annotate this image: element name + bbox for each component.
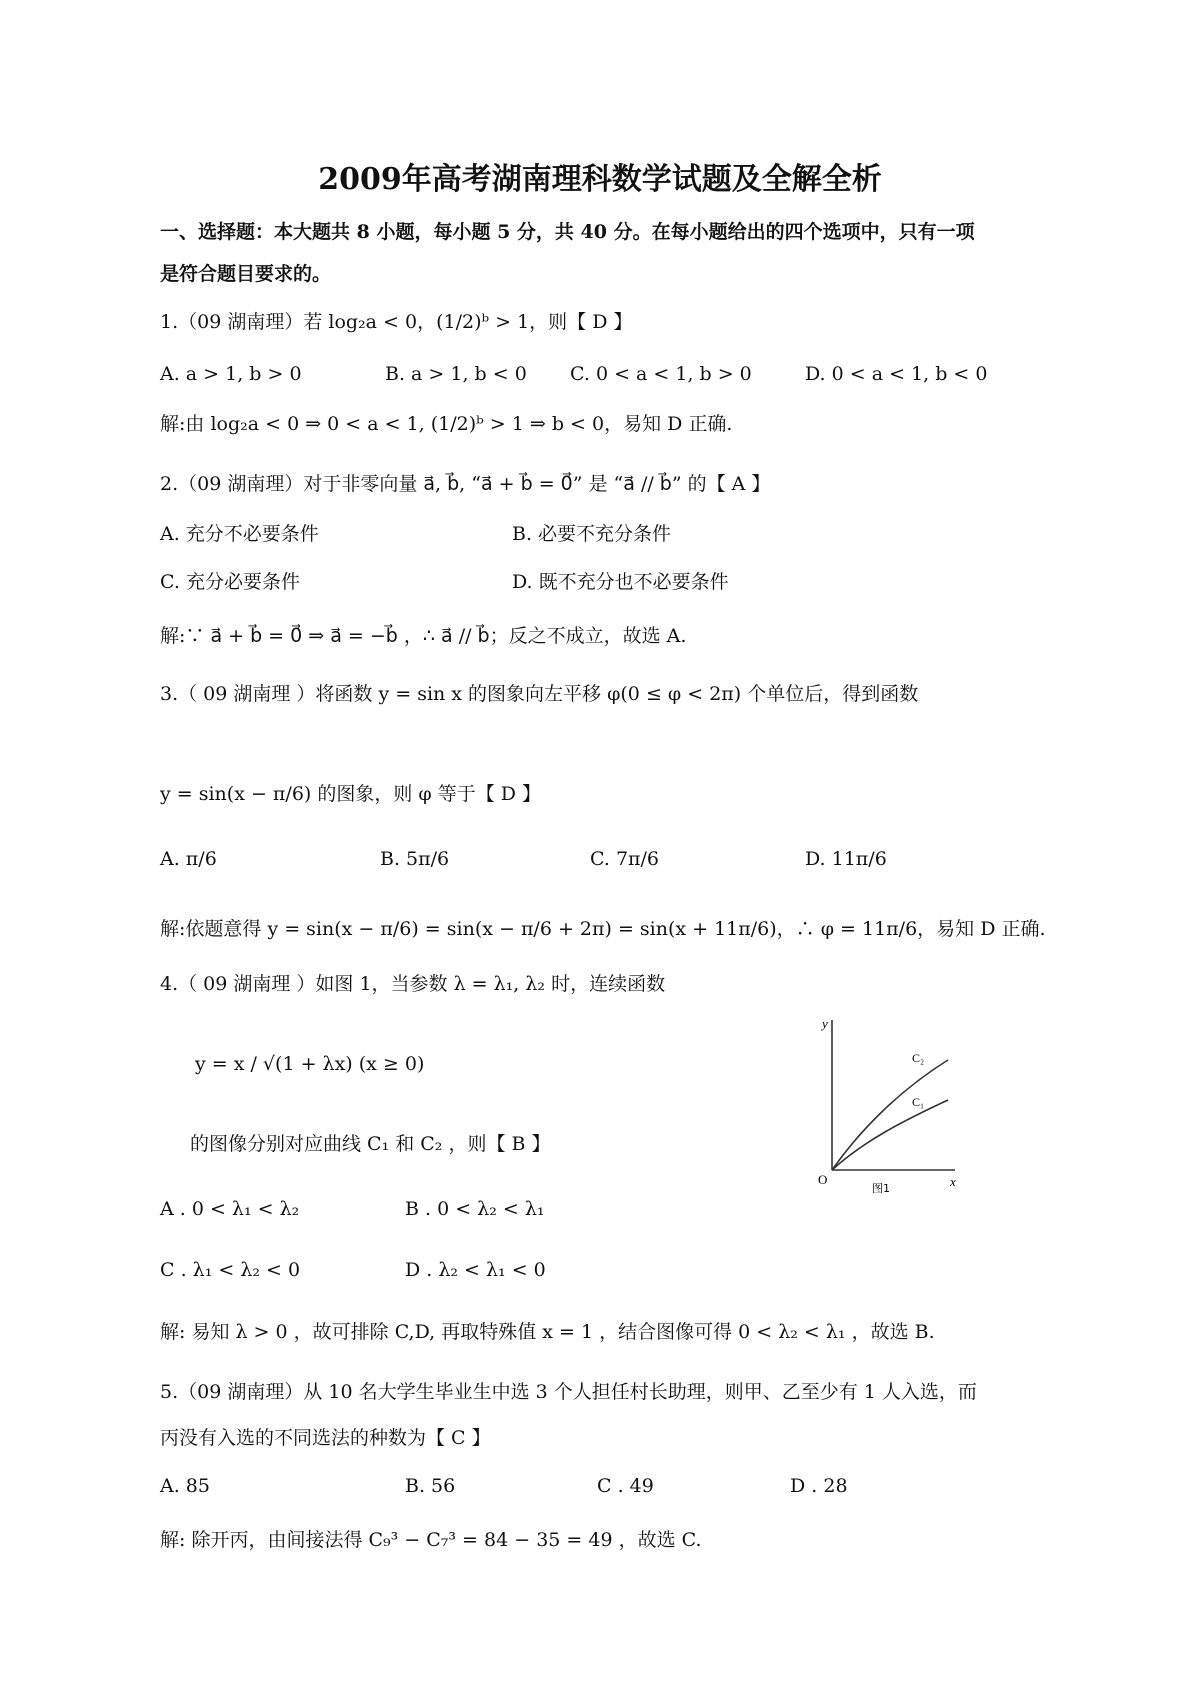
page-title: 2009年高考湖南理科数学试题及全解全析 xyxy=(318,162,882,197)
q3-stem-line1: 3.（ 09 湖南理 ）将函数 y = sin x 的图象向左平移 φ(0 ≤ φ < 2π) 个单位后，得到函数 xyxy=(160,683,919,705)
q2-stem: 2.（09 湖南理）对于非零向量 a⃗, b⃗, “a⃗ + b⃗ = 0⃗” 是 “a⃗ // b⃗” 的【 A 】 xyxy=(160,473,771,495)
q3-option-b: B. 5π/6 xyxy=(380,848,450,870)
q3-option-c: C. 7π/6 xyxy=(590,848,660,870)
q4-option-d: D . λ₂ < λ₁ < 0 xyxy=(405,1259,546,1281)
q5-option-b: B. 56 xyxy=(405,1475,456,1497)
q2-option-a: A. 充分不必要条件 xyxy=(160,523,319,545)
q3-solution: 解:依题意得 y = sin(x − π/6) = sin(x − π/6 + 2π) = sin(x + 11π/6)，∴ φ = 11π/6，易知 D 正确. xyxy=(160,918,1046,940)
q3-option-a: A. π/6 xyxy=(160,848,217,870)
q4-solution: 解: 易知 λ > 0 ，故可排除 C,D, 再取特殊值 x = 1 ，结合图像可得 0 < λ₂ < λ₁ ，故选 B. xyxy=(160,1321,935,1343)
figure-x-label: x xyxy=(950,1174,956,1189)
q4-option-a: A . 0 < λ₁ < λ₂ xyxy=(160,1198,300,1220)
q4-option-b: B . 0 < λ₂ < λ₁ xyxy=(405,1198,545,1220)
q3-option-d: D. 11π/6 xyxy=(805,848,887,870)
q5-stem-line1: 5.（09 湖南理）从 10 名大学生毕业生中选 3 个人担任村长助理，则甲、乙至少有 1 人入选，而 xyxy=(160,1381,977,1403)
q2-solution: 解:∵ a⃗ + b⃗ = 0⃗ ⇒ a⃗ = −b⃗ ，∴ a⃗ // b⃗；反之不成立，故选 A. xyxy=(160,625,687,647)
section-intro-line2: 是符合题目要求的。 xyxy=(160,263,332,285)
q4-formula: y = x / √(1 + λx) (x ≥ 0) xyxy=(195,1053,425,1075)
q1-solution: 解:由 log₂a < 0 ⇒ 0 < a < 1, (1/2)ᵇ > 1 ⇒ b < 0，易知 D 正确. xyxy=(160,413,733,435)
q5-solution: 解: 除开丙，由间接法得 C₉³ − C₇³ = 84 − 35 = 49 ，故选 C. xyxy=(160,1529,702,1551)
q1-option-d: D. 0 < a < 1, b < 0 xyxy=(805,363,988,385)
figure-origin-label: O xyxy=(818,1172,828,1187)
q2-option-b: B. 必要不充分条件 xyxy=(512,523,672,545)
q4-option-c: C . λ₁ < λ₂ < 0 xyxy=(160,1259,301,1281)
curve-c1 xyxy=(832,1100,948,1170)
q2-option-d: D. 既不充分也不必要条件 xyxy=(512,571,729,593)
q5-option-a: A. 85 xyxy=(160,1475,210,1497)
figure-c1-label: C₁ xyxy=(912,1095,925,1109)
q5-option-c: C . 49 xyxy=(597,1475,654,1497)
q4-stem-line2: 的图像分别对应曲线 C₁ 和 C₂ ，则【 B 】 xyxy=(190,1133,551,1155)
curve-c2 xyxy=(832,1060,948,1170)
q1-option-c: C. 0 < a < 1, b > 0 xyxy=(570,363,752,385)
q1-stem: 1.（09 湖南理）若 log₂a < 0，(1/2)ᵇ > 1，则【 D 】 xyxy=(160,311,633,333)
q4-figure xyxy=(790,1010,970,1200)
q4-stem-line1: 4.（ 09 湖南理 ）如图 1，当参数 λ = λ₁, λ₂ 时，连续函数 xyxy=(160,973,666,995)
q5-option-d: D . 28 xyxy=(790,1475,848,1497)
figure-y-label: y xyxy=(822,1016,828,1031)
q5-stem-line2: 丙没有入选的不同选法的种数为【 C 】 xyxy=(160,1427,491,1449)
q1-option-b: B. a > 1, b < 0 xyxy=(385,363,527,385)
q2-option-c: C. 充分必要条件 xyxy=(160,571,300,593)
q1-option-a: A. a > 1, b > 0 xyxy=(160,363,302,385)
figure-c2-label: C₂ xyxy=(912,1051,925,1065)
section-intro-line1: 一、选择题：本大题共 8 小题，每小题 5 分，共 40 分。在每小题给出的四个选项中，只有一项 xyxy=(160,221,975,243)
figure-caption: 图1 xyxy=(872,1182,890,1195)
q3-stem-line2: y = sin(x − π/6) 的图象，则 φ 等于【 D 】 xyxy=(160,783,542,805)
